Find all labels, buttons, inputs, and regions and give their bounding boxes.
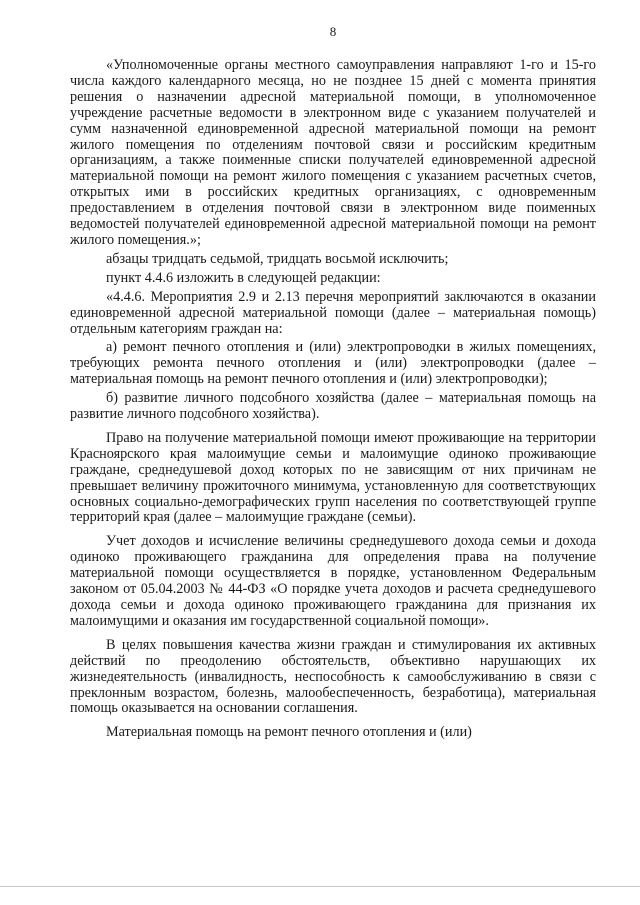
page-number: 8: [329, 24, 337, 39]
paragraph-eligibility: Право на получение материальной помощи имеют проживающие на территории Красноярского края малоимущие семьи и малоимущие одиноко проживающие граждане, среднедушевой доход которых по не зависящим от них причинам не превышает величину прожиточного минимума, установленную для соответствующих основных социально-демографических групп населения по соответствующей группе территорий края (далее – малоимущие граждане (семьи).: [70, 429, 596, 526]
paragraph-income: Учет доходов и исчисление величины среднедушевого дохода семьи и дохода одиноко проживающего гражданина для определения права на получение материальной помощи осуществляется в порядке, установленном Федеральным законом от 05.04.2003 № 44-ФЗ «О порядке учета доходов и расчета среднедушевого дохода семьи и дохода одиноко проживающего гражданина для признания их малоимущими и оказания им государственной социальной помощи».: [70, 533, 596, 629]
paragraph-reporting: «Уполномоченные органы местного самоуправления направляют 1-го и 15-го числа каждого календарного месяца, но не позднее 15 дней с момента принятия решения о назначении адресной материальной помощи, в уполномоченное учреждение расчетные ведомости в электронном виде с указанием получателей и сумм назначенной единовременной адресной материальной помощи на ремонт жилого помещения по отделениям почтовой связи и российским кредитным организациям, а также поименные списки получателей единовременной адресной материальной помощи на ремонт жилого помещения с указанием расчетных счетов, открытых ими в российских кредитных организациях, с одновременным предоставлением в отделения почтовой связи в электронном виде поименных ведомостей получателей единовременной адресной материальной помощи на ремонт жилого помещения.»;: [70, 57, 596, 248]
paragraph-activities: «4.4.6. Мероприятия 2.9 и 2.13 перечня мероприятий заключаются в оказании единовременной адресной материальной помощи (далее – материальная помощь) отдельным категориям граждан на:: [70, 288, 596, 337]
bottom-scan-edge: [0, 886, 640, 887]
paragraph-exclude: абзацы тридцать седьмой, тридцать восьмой исключить;: [106, 250, 449, 267]
paragraph-item-b: б) развитие личного подсобного хозяйства (далее – материальная помощь на развитие личного подсобного хозяйства).: [70, 390, 596, 423]
paragraph-point-446: пункт 4.4.6 изложить в следующей редакции:: [106, 269, 381, 286]
paragraph-purpose: В целях повышения качества жизни граждан и стимулирования их активных действий по преодолению обстоятельств, объективно нарушающих их жизнедеятельность (инвалидность, неспособность к самообслуживанию в связи с преклонным возрастом, болезнь, малообеспеченность, безработица), материальная помощь оказывается на основании соглашения.: [70, 636, 596, 717]
paragraph-heating-repair: Материальная помощь на ремонт печного отопления и (или): [106, 724, 472, 741]
paragraph-item-a: а) ремонт печного отопления и (или) электропроводки в жилых помещениях, требующих ремонта печного отопления и (или) электропроводки (далее – материальная помощь на ремонт печного отопления и (или) электропроводки);: [70, 339, 596, 388]
